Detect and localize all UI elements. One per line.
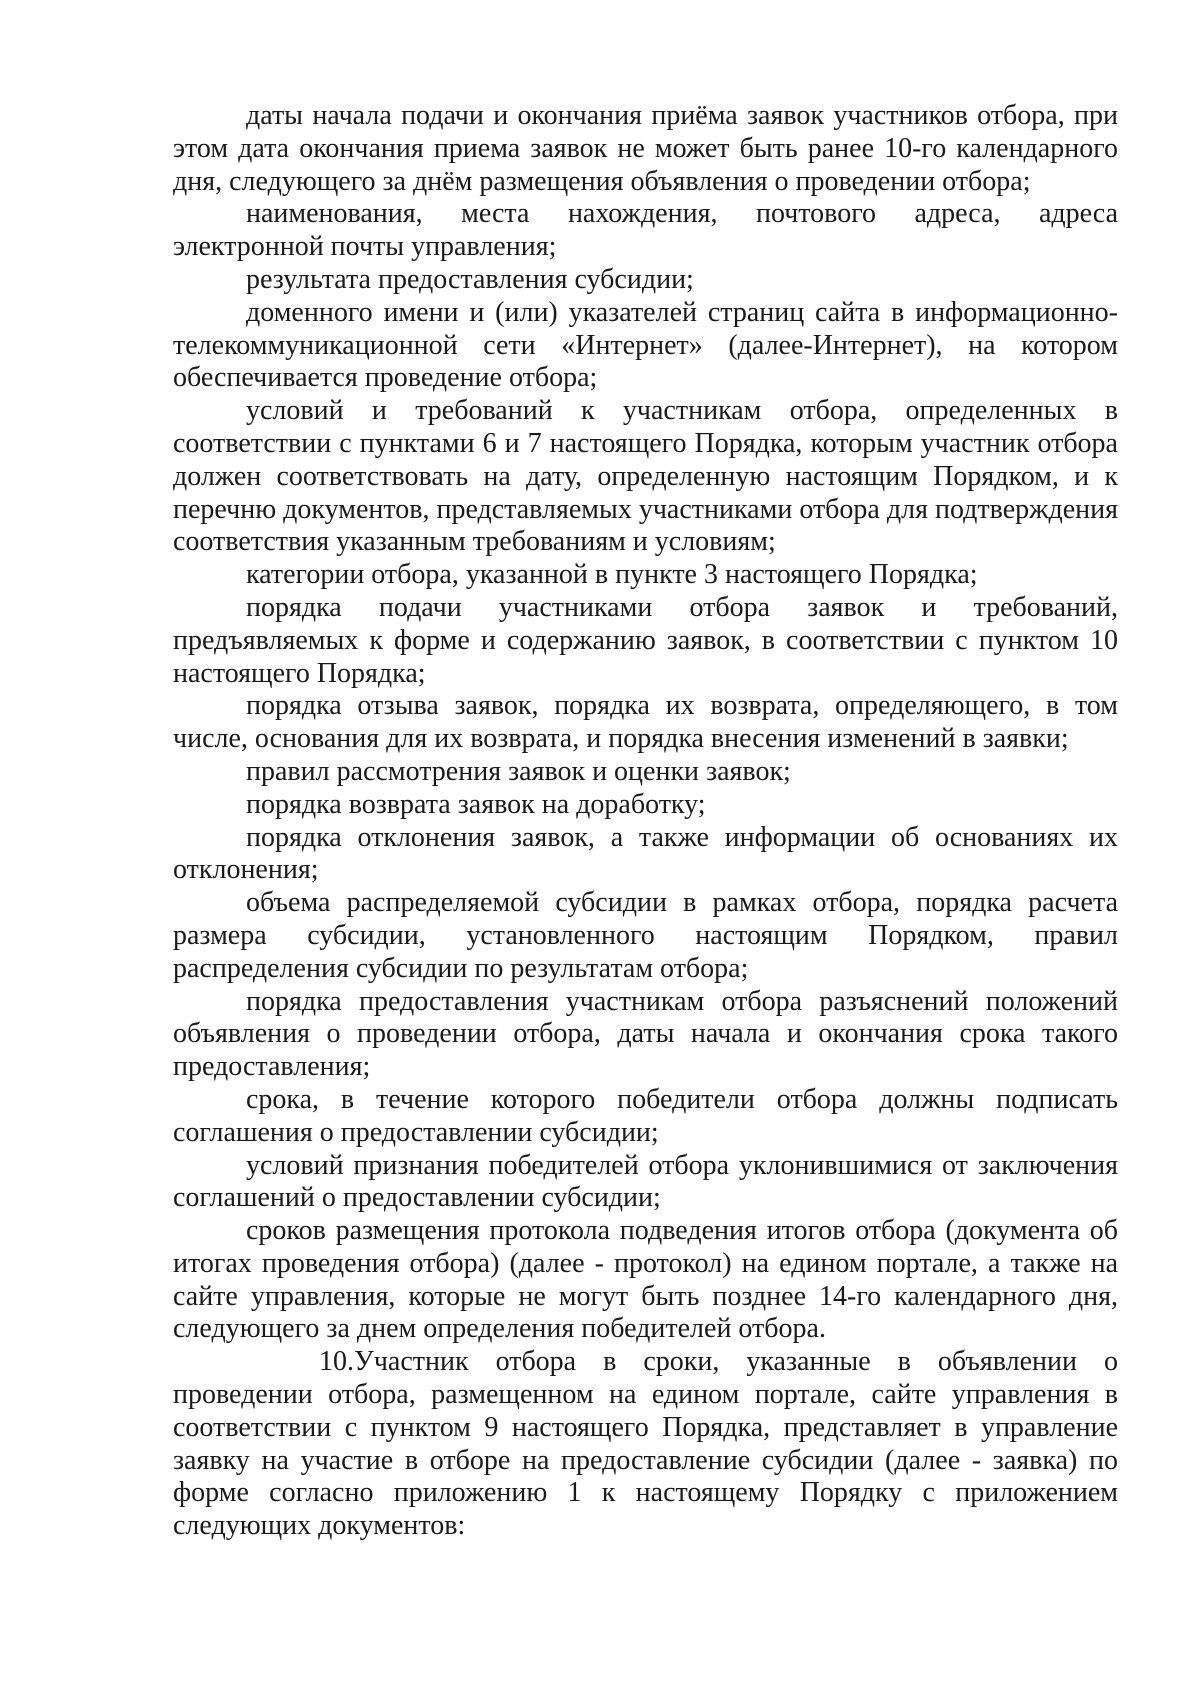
paragraph-clarifications: порядка предоставления участникам отбора разъяснений положений объявления о проведении отбора, даты начала и окончания срока такого предоставления; xyxy=(173,985,1118,1083)
paragraph-subsidy-result: результата предоставления субсидии; xyxy=(246,263,694,295)
paragraph-rejection-procedure: порядка отклонения заявок, а также информации об основаниях их отклонения; xyxy=(173,821,1118,886)
paragraph-protocol-deadlines: сроков размещения протокола подведения итогов отбора (документа об итогах проведения отбора) (далее - протокол) на едином портале, а также на сайте управления, которые не могут быть позднее 14-го календарного дня, следующего за днем определения победителей отбора. xyxy=(173,1215,1118,1345)
paragraph-selection-category: категории отбора, указанной в пункте 3 настоящего Порядка; xyxy=(246,559,978,591)
paragraph-withdrawal-procedure: порядка отзыва заявок, порядка их возврата, определяющего, в том числе, основания для их возврата, и порядка внесения изменений в заявки; xyxy=(173,690,1118,755)
paragraph-submission-procedure: порядка подачи участниками отбора заявок и требований, предъявляемых к форме и содержанию заявок, в соответствии с пунктом 10 настоящего Порядка; xyxy=(173,591,1118,689)
paragraph-name-address: наименования, места нахождения, почтового адреса, адреса электронной почты управления; xyxy=(173,198,1118,263)
document-page xyxy=(173,100,1118,1543)
paragraph-return-for-revision: порядка возврата заявок на доработку; xyxy=(246,788,706,820)
numbered-item-10 xyxy=(173,1346,1118,1543)
paragraph-subsidy-volume: объема распределяемой субсидии в рамках отбора, порядка расчета размера субсидии, установленного настоящим Порядком, правил распределения субсидии по результатам отбора; xyxy=(173,887,1118,984)
paragraph-review-rules: правил рассмотрения заявок и оценки заявок; xyxy=(246,755,791,787)
paragraph-evasion-conditions: условий признания победителей отбора уклонившимися от заключения соглашений о предоставлении субсидии; xyxy=(173,1149,1118,1214)
paragraph-signing-deadline: срока, в течение которого победители отбора должны подписать соглашения о предоставлении субсидии; xyxy=(173,1083,1118,1148)
paragraph-application-dates: даты начала подачи и окончания приёма заявок участников отбора, при этом дата окончания приема заявок не может быть ранее 10-го календарного дня, следующего за днём размещения объявления о проведении отбора; xyxy=(173,100,1118,197)
paragraph-conditions-requirements: условий и требований к участникам отбора, определенных в соответствии с пунктами 6 и 7 настоящего Порядка, которым участник отбора должен соответствовать на дату, определенную настоящим Порядком, и к перечню документов, представляемых участниками отбора для подтверждения соответствия указанным требованиям и условиям; xyxy=(173,395,1118,558)
item-text: Участник отбора в сроки, указанные в объявлении о проведении отбора, размещенном на едином портале, сайте управления в соответствии с пунктом 9 настоящего Порядка, представляет в управление заявку на участие в отборе на предоставление субсидии (далее - заявка) по форме согласно приложению 1 к настоящему Порядку с приложением следующих документов: xyxy=(173,1346,1118,1542)
paragraph-domain-name: доменного имени и (или) указателей страниц сайта в информационно-телекоммуникационной сети «Интернет» (далее-Интернет), на котором обеспечивается проведение отбора; xyxy=(173,296,1118,394)
item-number: 10. xyxy=(319,1346,354,1378)
